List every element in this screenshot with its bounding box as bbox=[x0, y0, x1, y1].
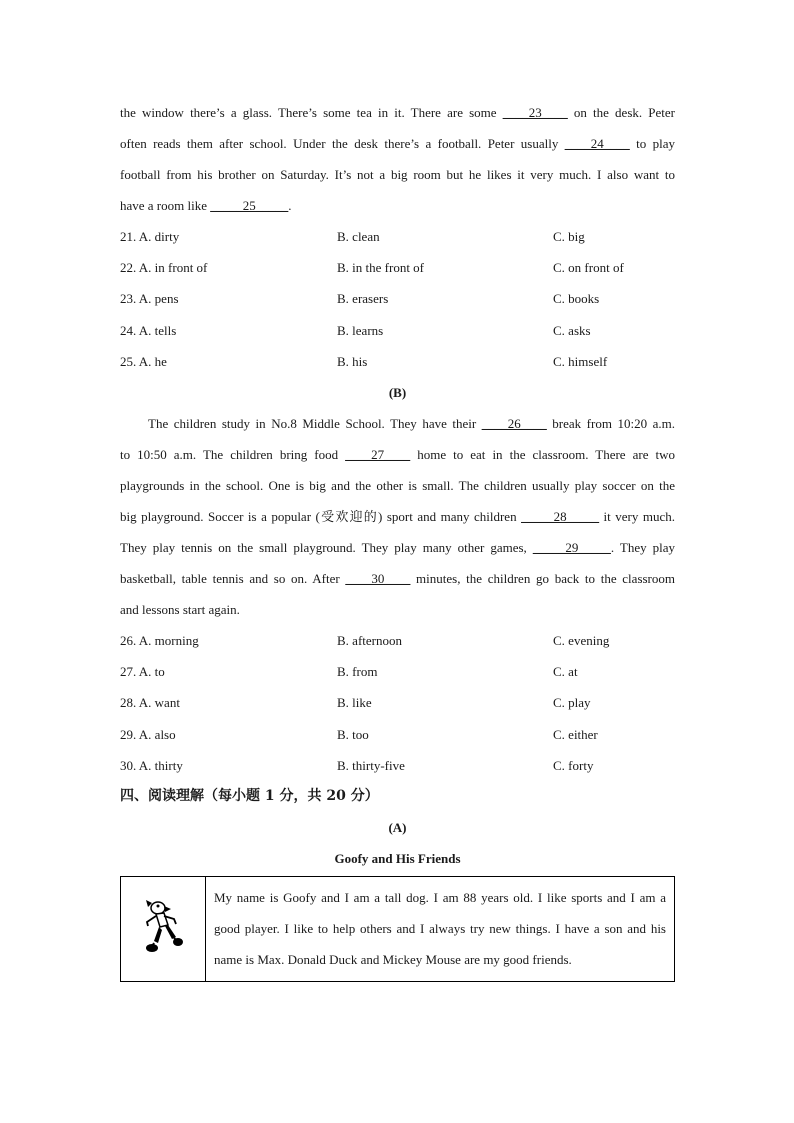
description-line: good player. I like to help others and I always try new things. I have a son and his bbox=[214, 920, 666, 936]
passage-line: the window there’s a glass. There’s some tea in it. There are some ____23____ on the desk. Peter bbox=[120, 105, 675, 120]
option-a: 22. A. in front of bbox=[120, 260, 208, 276]
question-options bbox=[120, 719, 675, 750]
option-b: B. clean bbox=[337, 229, 380, 244]
blank-26: ____26____ bbox=[481, 415, 547, 431]
option-c: C. big bbox=[553, 229, 585, 244]
option-b: B. learns bbox=[337, 322, 384, 338]
passage-line: big playground. Soccer is a popular (受欢迎的) sport and many children _____28_____ it very much. bbox=[120, 508, 675, 524]
blank-29: _____29_____ bbox=[532, 539, 611, 555]
blank-28: _____28_____ bbox=[521, 508, 600, 524]
passage-line: football from his brother on Saturday. It’s not a big room but he likes it very much. I also want to bbox=[120, 167, 675, 182]
option-a: 23. A. pens bbox=[120, 291, 179, 307]
option-c: C. asks bbox=[553, 322, 591, 338]
option-a: 25. A. he bbox=[120, 353, 167, 369]
page bbox=[120, 97, 675, 982]
blank-27: ____27____ bbox=[345, 446, 411, 462]
goofy-description bbox=[206, 877, 674, 981]
option-c: C. on front of bbox=[553, 260, 624, 276]
options-b bbox=[120, 625, 675, 781]
option-b: B. thirty-five bbox=[337, 757, 405, 773]
blank-25: _____25_____ bbox=[210, 198, 289, 213]
description-line: name is Max. Donald Duck and Mickey Mouse are my good friends. bbox=[214, 951, 572, 967]
options-a bbox=[120, 221, 675, 377]
passage-line: often reads them after school. Under the desk there’s a football. Peter usually ____24____ to play bbox=[120, 136, 676, 151]
blank-24: ____24____ bbox=[564, 136, 630, 151]
option-c: C. play bbox=[553, 695, 591, 711]
question-options bbox=[120, 315, 675, 346]
option-a: 27. A. to bbox=[120, 664, 165, 680]
option-a: 21. A. dirty bbox=[120, 229, 180, 244]
question-options bbox=[120, 221, 675, 252]
option-b: B. erasers bbox=[337, 291, 389, 307]
passage-line: to 10:50 a.m. The children bring food ____27____ home to eat in the classroom. There are two bbox=[120, 446, 675, 462]
passage-a bbox=[120, 97, 675, 221]
option-a: 24. A. tells bbox=[120, 322, 177, 338]
blank-30: ____30____ bbox=[345, 570, 411, 586]
option-a: 28. A. want bbox=[120, 695, 180, 711]
option-a: 26. A. morning bbox=[120, 632, 199, 648]
article-title: Goofy and His Friends bbox=[334, 850, 461, 866]
option-a: 29. A. also bbox=[120, 726, 176, 742]
option-c: C. evening bbox=[553, 632, 610, 648]
option-c: C. books bbox=[553, 291, 600, 307]
blank-23: ____23____ bbox=[502, 105, 568, 120]
goofy-cartoon-icon bbox=[138, 897, 188, 961]
passage-line: They play tennis on the small playground. They play many other games, _____29_____. They play bbox=[120, 539, 675, 555]
goofy-picture-cell bbox=[121, 877, 206, 981]
option-b: B. afternoon bbox=[337, 632, 402, 648]
question-options bbox=[120, 252, 675, 283]
passage-line: playgrounds in the school. One is big and the other is small. The children usually play soccer on the bbox=[120, 477, 675, 493]
question-options bbox=[120, 687, 675, 718]
passage-line: have a room like _____25_____. bbox=[120, 198, 292, 213]
question-options bbox=[120, 750, 675, 781]
option-b: B. too bbox=[337, 726, 369, 742]
option-b: B. like bbox=[337, 695, 372, 711]
passage-line: The children study in No.8 Middle School. They have their ____26____ break from 10:20 a.m. bbox=[148, 415, 675, 431]
passage-b bbox=[120, 408, 675, 625]
goofy-table bbox=[120, 876, 675, 982]
option-b: B. in the front of bbox=[337, 260, 425, 276]
passage-line: basketball, table tennis and so on. After ____30____ minutes, the children go back to the classroom bbox=[120, 570, 676, 586]
question-options bbox=[120, 625, 675, 656]
section-heading-a: (A) bbox=[388, 819, 407, 835]
option-c: C. either bbox=[553, 726, 598, 742]
question-options bbox=[120, 346, 675, 377]
option-c: C. at bbox=[553, 664, 578, 680]
passage-line: and lessons start again. bbox=[120, 601, 240, 617]
question-options bbox=[120, 656, 675, 687]
option-c: C. himself bbox=[553, 353, 608, 369]
option-b: B. his bbox=[337, 353, 368, 369]
section-heading-b: (B) bbox=[388, 384, 407, 400]
description-line: My name is Goofy and I am a tall dog. I am 88 years old. I like sports and I am a bbox=[214, 889, 666, 905]
section-title: 四、阅读理解（每小题 1 分，共 20 分） bbox=[120, 787, 379, 804]
option-a: 30. A. thirty bbox=[120, 757, 183, 773]
question-options bbox=[120, 283, 675, 314]
option-b: B. from bbox=[337, 664, 378, 680]
option-c: C. forty bbox=[553, 757, 594, 773]
